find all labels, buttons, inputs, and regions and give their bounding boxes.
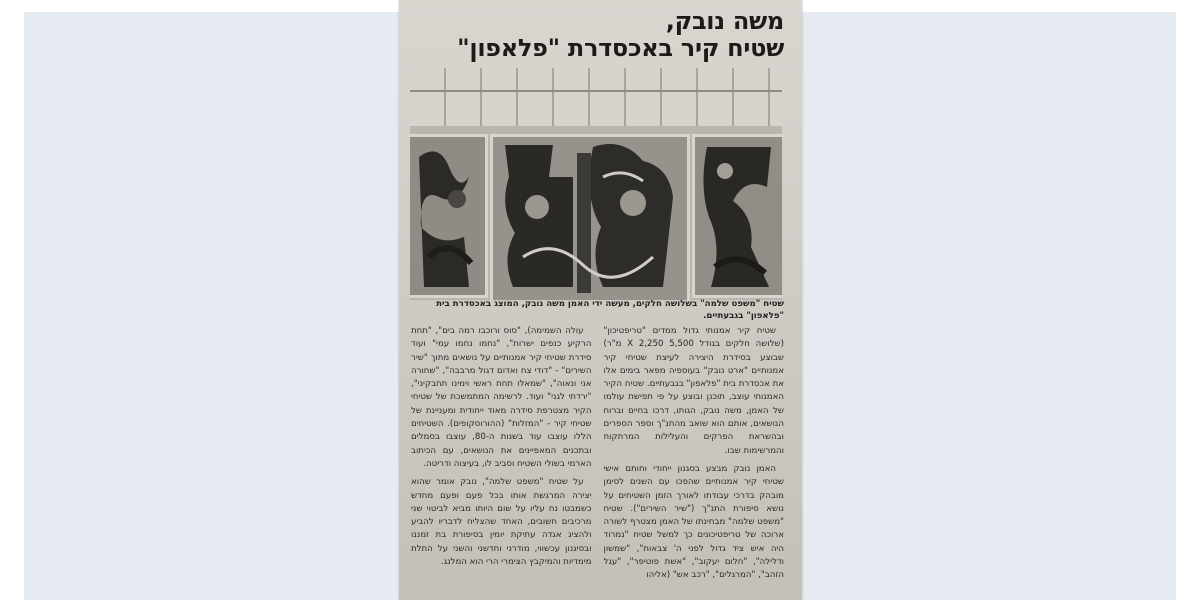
newspaper-clipping — [399, 0, 802, 600]
tapestry-art-center — [493, 137, 687, 300]
tapestry-panel-right — [692, 134, 782, 298]
paragraph: שטיח קיר אמנותי גדול ממדים "טריפטיכון" (שלושה חלקים בגודל X 2,250 5,500 מ"ר) שבוצע בסידרת היצירה לעיצת שטיחי קיר אמנותיים "ארט נובק" בעוספיה מפאר בימים אלו את אכסדרת בית "פלאפון" בגבעתיים. שטיח הקיר האמנותי עוצב, תוכנן ובוצע על פי תפישת עולמו של האמן, משה נובק, הגותו, דרכו בחיים וברוח הנושאים, אותם הוא שואב מהתנ"ך וספר הספרים ובהשראת הפרקים והעלילות המרתקות והמרשימות שבו. — [603, 326, 784, 456]
paragraph: עולה השמימה), "סוס ורוכבו רמה בים", "תחת הרקיע כנפים ישרות", "נחמו נחמו עמי" ועוד סידרת שטיחי קיר אמנותיים על נושאים מתוך "שיר השירים" - "דודי צח ואדום דגול מרבבה", "שחורה אני ונאוה", "שמאלו תחת ראשי וימינו תחבקיני", "ירדתי לגני" ועוד. לרשימה המתמשכת של שטיחי הקיר מצטרפת סידרה מאוד ייחודית ומעניינת של שטיחי קיר - "המזלות" (ההורוסקופים). השטיחים הללו עוצבו עוד בשנות ה-80, עוצבו בסמלים ובתכנים המאפיינים את הנושאים, עם הכיתוב הארמי בשולי השטיח וסביב לו, בעיצוה ודריטה. — [411, 326, 592, 469]
tapestry-art-right — [695, 137, 782, 295]
tapestry-panel-left — [410, 134, 488, 298]
article-title — [414, 8, 784, 62]
tapestry-art-left — [410, 137, 485, 295]
ceiling — [410, 68, 782, 126]
article-body — [411, 325, 784, 600]
paragraph: על שטיח "משפט שלמה", נובק אומר שהוא יצירה המרגשת אותו בכל פעם ופעם מחדש כשמבטו נח עליו על שום היותו מביא לביטוי שני מרכיבים חשובים, האחד שהצליח לדבריו להביע ולהציג אגדה עתיקת יומין בסיפורת בת זמננו ובסיגנון עכשווי, מודרני וחדשני והשני על התלת מימדיות והמיקבץ הצימרי הרי הוא המלנג. — [411, 477, 592, 568]
title-line-2: שטיח קיר באכסדרת "פלאפון" — [457, 34, 784, 62]
left-column — [411, 325, 592, 600]
tapestry-panel-center — [490, 134, 690, 300]
photo-caption: שטיח "משפט שלמה" בשלושה חלקים, מעשה ידי האמן משה נובק, המוצג באכסדרת בית "פלאפון" בגבעתיים. — [436, 299, 784, 321]
paragraph: האמן נובק מבצע בסגנון ייחודי וחותם אישי שטיחי קיר אמנותיים שהפכו עם השנים לסימן מובהק בדרכי עבודתו לאורך הזמן השטיחים על נושא סיפורת התנ"ך ("שיר השירים"). שטיח "משפט שלמה" מבחינתו של האמן מצטרף לשורה ארוכה של טריפטיכונים כך למשל שטיח "נמרוד היה איש ציד גדול לפני ה' צבאות", "שמשון ודלילה", "חלום יעקוב", "אשת פוטיפר", "עגל הזהב", "המרגלים", "רכב אש" (אליהו — [603, 463, 784, 581]
title-line-1: משה נובק, — [665, 7, 784, 35]
tapestry-photo — [410, 68, 782, 300]
right-column — [604, 325, 785, 600]
